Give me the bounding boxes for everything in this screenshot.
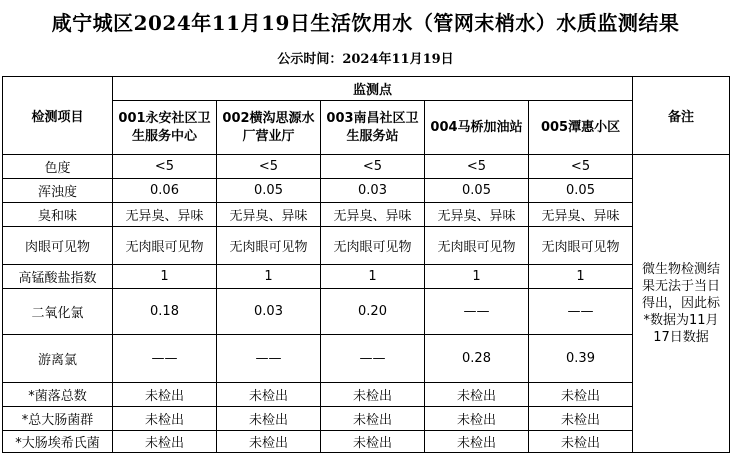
cell-value: 无肉眼可见物 — [425, 227, 529, 265]
cell-value: 0.03 — [321, 179, 425, 203]
cell-value: 无异臭、异味 — [217, 203, 321, 227]
cell-value: 无肉眼可见物 — [529, 227, 633, 265]
table-row — [3, 155, 730, 179]
cell-value: 0.39 — [529, 335, 633, 383]
cell-value: 无异臭、异味 — [113, 203, 217, 227]
cell-value: 未检出 — [217, 407, 321, 431]
cell-value: 无异臭、异味 — [425, 203, 529, 227]
cell-value: 1 — [113, 265, 217, 289]
row-label: 高锰酸盐指数 — [3, 265, 113, 289]
table-row — [3, 383, 730, 407]
cell-value: 0.06 — [113, 179, 217, 203]
cell-value: 未检出 — [321, 431, 425, 453]
remarks-cell — [633, 155, 730, 453]
row-label: 肉眼可见物 — [3, 227, 113, 265]
cell-value: 1 — [321, 265, 425, 289]
cell-value: —— — [321, 335, 425, 383]
table-row — [3, 335, 730, 383]
remarks-text: 微生物检测结果无法于当日得出，因此标*数据为11月17日数据 — [642, 262, 721, 345]
table-row — [3, 227, 730, 265]
cell-value: 1 — [217, 265, 321, 289]
header-item-label: 检测项目 — [3, 77, 113, 155]
cell-value: 0.20 — [321, 289, 425, 335]
cell-value: —— — [425, 289, 529, 335]
cell-value: 1 — [529, 265, 633, 289]
page-title: 咸宁城区2024年11月19日生活饮用水（管网末梢水）水质监测结果 — [51, 11, 680, 35]
table-row — [3, 203, 730, 227]
cell-value: 无异臭、异味 — [321, 203, 425, 227]
row-label: *菌落总数 — [3, 383, 113, 407]
cell-value: 未检出 — [217, 383, 321, 407]
cell-value: 未检出 — [529, 431, 633, 453]
cell-value: 未检出 — [113, 407, 217, 431]
cell-value: <5 — [425, 155, 529, 179]
site-name: 001永安社区卫生服务中心 — [113, 101, 217, 155]
site-name: 003南昌社区卫生服务站 — [321, 101, 425, 155]
row-label: 浑浊度 — [3, 179, 113, 203]
cell-value: 未检出 — [425, 383, 529, 407]
cell-value: 未检出 — [113, 431, 217, 453]
cell-value: 未检出 — [113, 383, 217, 407]
table-row — [3, 265, 730, 289]
table-row — [3, 431, 730, 453]
site-name: 002横沟思源水厂营业厅 — [217, 101, 321, 155]
site-name: 005潭惠小区 — [529, 101, 633, 155]
table-row — [3, 179, 730, 203]
row-label: *大肠埃希氏菌 — [3, 431, 113, 453]
header-sites-group: 监测点 — [113, 77, 633, 101]
cell-value: <5 — [113, 155, 217, 179]
cell-value: 0.05 — [217, 179, 321, 203]
cell-value: 0.03 — [217, 289, 321, 335]
header-remarks-label: 备注 — [633, 77, 730, 155]
row-label: *总大肠菌群 — [3, 407, 113, 431]
cell-value: 0.18 — [113, 289, 217, 335]
cell-value: 未检出 — [321, 407, 425, 431]
row-label: 游离氯 — [3, 335, 113, 383]
water-quality-table — [2, 76, 730, 453]
cell-value: 0.05 — [529, 179, 633, 203]
cell-value: —— — [113, 335, 217, 383]
cell-value: 未检出 — [217, 431, 321, 453]
cell-value: 0.05 — [425, 179, 529, 203]
cell-value: 无肉眼可见物 — [321, 227, 425, 265]
cell-value: 未检出 — [529, 407, 633, 431]
cell-value: <5 — [321, 155, 425, 179]
cell-value: 无肉眼可见物 — [217, 227, 321, 265]
row-label: 色度 — [3, 155, 113, 179]
cell-value: 0.28 — [425, 335, 529, 383]
table-row — [3, 289, 730, 335]
cell-value: —— — [217, 335, 321, 383]
row-label: 臭和味 — [3, 203, 113, 227]
cell-value: 无肉眼可见物 — [113, 227, 217, 265]
cell-value: 未检出 — [321, 383, 425, 407]
cell-value: 未检出 — [529, 383, 633, 407]
cell-value: —— — [529, 289, 633, 335]
cell-value: 未检出 — [425, 407, 529, 431]
cell-value: <5 — [217, 155, 321, 179]
publish-time: 公示时间：2024年11月19日 — [277, 52, 454, 67]
site-name: 004马桥加油站 — [425, 101, 529, 155]
cell-value: <5 — [529, 155, 633, 179]
cell-value: 未检出 — [425, 431, 529, 453]
cell-value: 1 — [425, 265, 529, 289]
table-row — [3, 407, 730, 431]
cell-value: 无异臭、异味 — [529, 203, 633, 227]
row-label: 二氧化氯 — [3, 289, 113, 335]
